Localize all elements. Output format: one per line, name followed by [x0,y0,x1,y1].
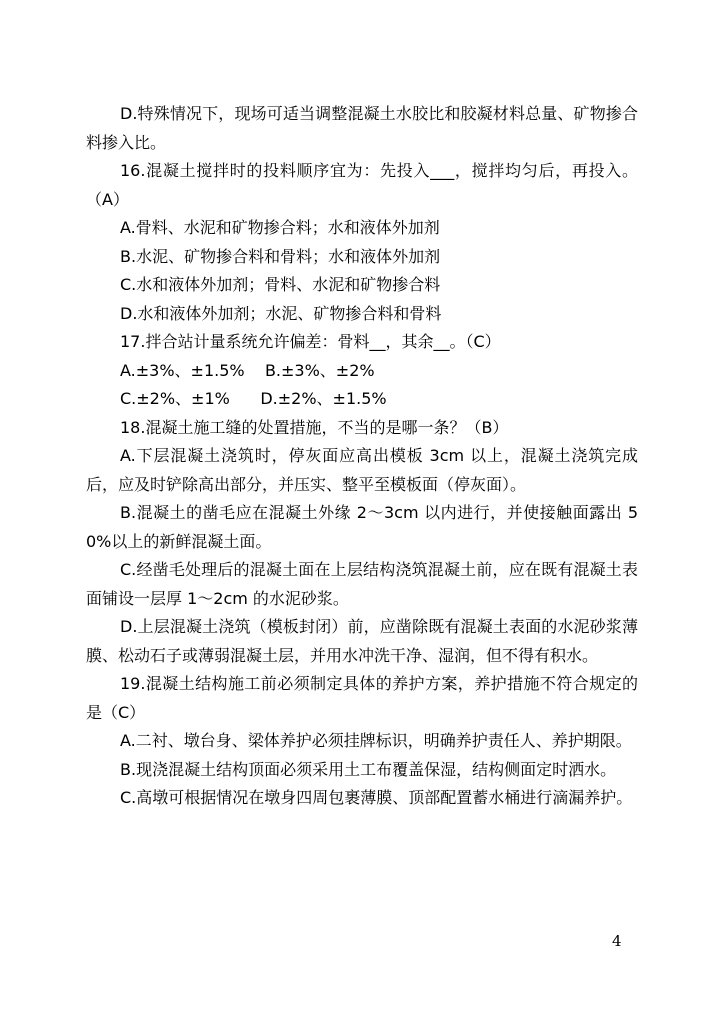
question-18-option-a: A.下层混凝土浇筑时，停灰面应高出模板 3cm 以上，混凝土浇筑完成后，应及时铲除高出部分，并压实、整平至模板面（停灰面）。 [86,446,638,494]
question-16-option-c: C.水和液体外加剂；骨料、水泥和矿物掺合料 [120,275,441,294]
question-19: 19.混凝土结构施工前必须制定具体的养护方案，养护措施不符合规定的是（C） [86,674,638,722]
question-16: 16.混凝土搅拌时的投料顺序宜为：先投入___，搅拌均匀后，再投入。（A） [86,161,638,209]
page-number: 4 [612,932,622,950]
question-16-option-b: B.水泥、矿物掺合料和骨料；水和液体外加剂 [120,246,441,266]
question-19-option-a: A.二衬、墩台身、梁体养护必须挂牌标识，明确养护责任人、养护期限。 [120,731,632,750]
question-18: 18.混凝土施工缝的处置措施，不当的是哪一条？（B） [120,417,509,437]
question-18-option-c: C.经凿毛处理后的混凝土面在上层结构浇筑混凝土前，应在既有混凝土表面铺设一层厚 1～2cm 的水泥砂浆。 [86,560,638,608]
question-17-options-cd: C.±2%、±1% D.±2%、±1.5% [120,389,387,408]
question-16-option-a: A.骨料、水泥和矿物掺合料；水和液体外加剂 [120,218,440,237]
question-18-option-d: D.上层混凝土浇筑（模板封闭）前，应凿除既有混凝土表面的水泥砂浆薄膜、松动石子或薄弱混凝土层，并用水冲洗干净、湿润，但不得有积水。 [86,617,638,665]
question-17: 17.拌合站计量系统允许偏差：骨料__，其余__。（C） [120,332,501,351]
question-16-option-d: D.水和液体外加剂；水泥、矿物掺合料和骨料 [120,303,442,323]
paragraph-option-d-special-cases: D.特殊情况下，现场可适当调整混凝土水胶比和胶凝材料总量、矿物掺合料掺入比。 [86,104,638,152]
document-body [86,100,638,813]
question-17-options-ab: A.±3%、±1.5% B.±3%、±2% [120,360,375,380]
question-19-option-b: B.现浇混凝土结构顶面必须采用土工布覆盖保湿，结构侧面定时洒水。 [120,759,617,779]
question-18-option-b: B.混凝土的凿毛应在混凝土外缘 2～3cm 以内进行，并使接触面露出 50%以上的新鲜混凝土面。 [86,503,638,551]
question-19-option-c: C.高墩可根据情况在墩身四周包裹薄膜、顶部配置蓄水桶进行滴漏养护。 [120,788,633,807]
